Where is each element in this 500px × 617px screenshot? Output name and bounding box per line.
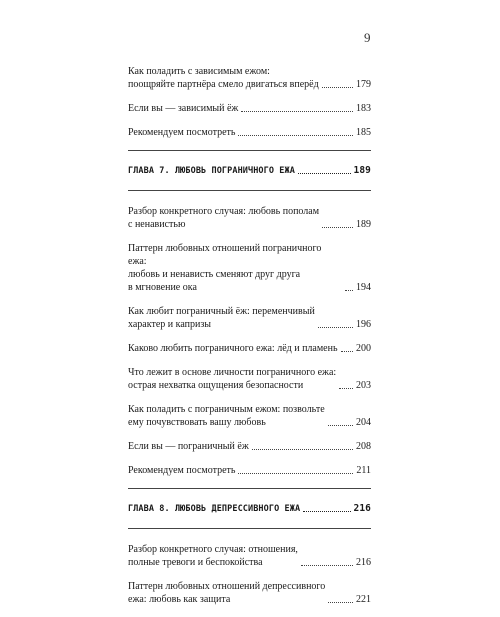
toc-entry-page: 196 bbox=[356, 319, 371, 330]
toc-entry-title: Как любит пограничный ёж: переменчивый характер и капризы bbox=[128, 306, 315, 330]
dot-leader bbox=[345, 290, 353, 291]
dot-leader bbox=[301, 565, 353, 566]
toc-entry bbox=[128, 65, 371, 91]
toc-entry-page: 211 bbox=[356, 465, 371, 476]
toc-entry-page: 189 bbox=[353, 165, 371, 176]
toc-entry-page: 194 bbox=[356, 282, 371, 293]
table-of-contents bbox=[128, 65, 371, 617]
toc-entry-title: ГЛАВА 7. ЛЮБОВЬ ПОГРАНИЧНОГО ЕЖА bbox=[128, 166, 295, 176]
toc-entry bbox=[128, 205, 371, 231]
toc-entry bbox=[128, 342, 371, 355]
dot-leader bbox=[318, 327, 353, 328]
toc-entry-title: Разбор конкретного случая: отношения, полные тревоги и беспокойства bbox=[128, 544, 298, 568]
toc-entry bbox=[128, 366, 371, 392]
toc-entry-page: 204 bbox=[356, 417, 371, 428]
toc-entry-page: 185 bbox=[356, 127, 371, 138]
toc-entry-title: Паттерн любовных отношений депрессивного ежа: любовь как защита bbox=[128, 581, 326, 605]
dot-leader bbox=[328, 425, 353, 426]
toc-entry bbox=[128, 580, 371, 606]
toc-entry-page: 200 bbox=[356, 343, 371, 354]
toc-chapter-heading bbox=[128, 165, 371, 176]
toc-entry-page: 221 bbox=[356, 594, 371, 605]
toc-entry-page: 216 bbox=[356, 557, 371, 568]
toc-entry-title: Каково любить пограничного ежа: лёд и пламень bbox=[128, 343, 338, 354]
toc-entry-title: Рекомендуем посмотреть bbox=[128, 465, 236, 476]
toc-entry bbox=[128, 543, 371, 569]
divider bbox=[128, 528, 371, 529]
toc-entry-title: Что лежит в основе личности пограничного ежа: острая нехватка ощущения безопасности bbox=[128, 367, 337, 391]
toc-entry-title: Разбор конкретного случая: любовь пополам с ненавистью bbox=[128, 206, 320, 230]
dot-leader bbox=[298, 173, 351, 174]
toc-entry bbox=[128, 440, 371, 453]
toc-entry bbox=[128, 242, 371, 294]
toc-entry bbox=[128, 464, 371, 477]
toc-entry-title: Как поладить с пограничным ежом: позвольте ему почувствовать вашу любовь bbox=[128, 404, 325, 428]
toc-entry-page: 179 bbox=[356, 79, 371, 90]
toc-chapter-heading bbox=[128, 503, 371, 514]
dot-leader bbox=[238, 135, 353, 136]
toc-entry-page: 189 bbox=[356, 219, 371, 230]
dot-leader bbox=[303, 511, 350, 512]
toc-entry bbox=[128, 126, 371, 139]
divider bbox=[128, 150, 371, 151]
dot-leader bbox=[252, 449, 353, 450]
toc-entry-title: ГЛАВА 8. ЛЮБОВЬ ДЕПРЕССИВНОГО ЕЖА bbox=[128, 504, 301, 514]
toc-entry-page: 183 bbox=[356, 103, 371, 114]
toc-entry bbox=[128, 102, 371, 115]
toc-entry-page: 216 bbox=[353, 503, 371, 514]
toc-entry-title: Если вы — зависимый ёж bbox=[128, 103, 239, 114]
toc-entry-title: Рекомендуем посмотреть bbox=[128, 127, 236, 138]
toc-entry-title: Если вы — пограничный ёж bbox=[128, 441, 249, 452]
toc-entry-title: Как поладить с зависимым ежом: поощряйте партнёра смело двигаться вперёд bbox=[128, 66, 319, 90]
toc-entry-page: 203 bbox=[356, 380, 371, 391]
dot-leader bbox=[238, 473, 353, 474]
dot-leader bbox=[339, 388, 353, 389]
toc-entry-page: 208 bbox=[356, 441, 371, 452]
dot-leader bbox=[328, 602, 353, 603]
dot-leader bbox=[322, 87, 353, 88]
divider bbox=[128, 488, 371, 489]
dot-leader bbox=[341, 351, 353, 352]
page-number: 9 bbox=[364, 30, 371, 45]
toc-entry bbox=[128, 403, 371, 429]
divider bbox=[128, 190, 371, 191]
dot-leader bbox=[322, 227, 353, 228]
toc-entry bbox=[128, 305, 371, 331]
dot-leader bbox=[241, 111, 353, 112]
toc-entry-title: Паттерн любовных отношений пограничного ежа: любовь и ненависть сменяют друг друга в мгновение ока bbox=[128, 243, 322, 293]
